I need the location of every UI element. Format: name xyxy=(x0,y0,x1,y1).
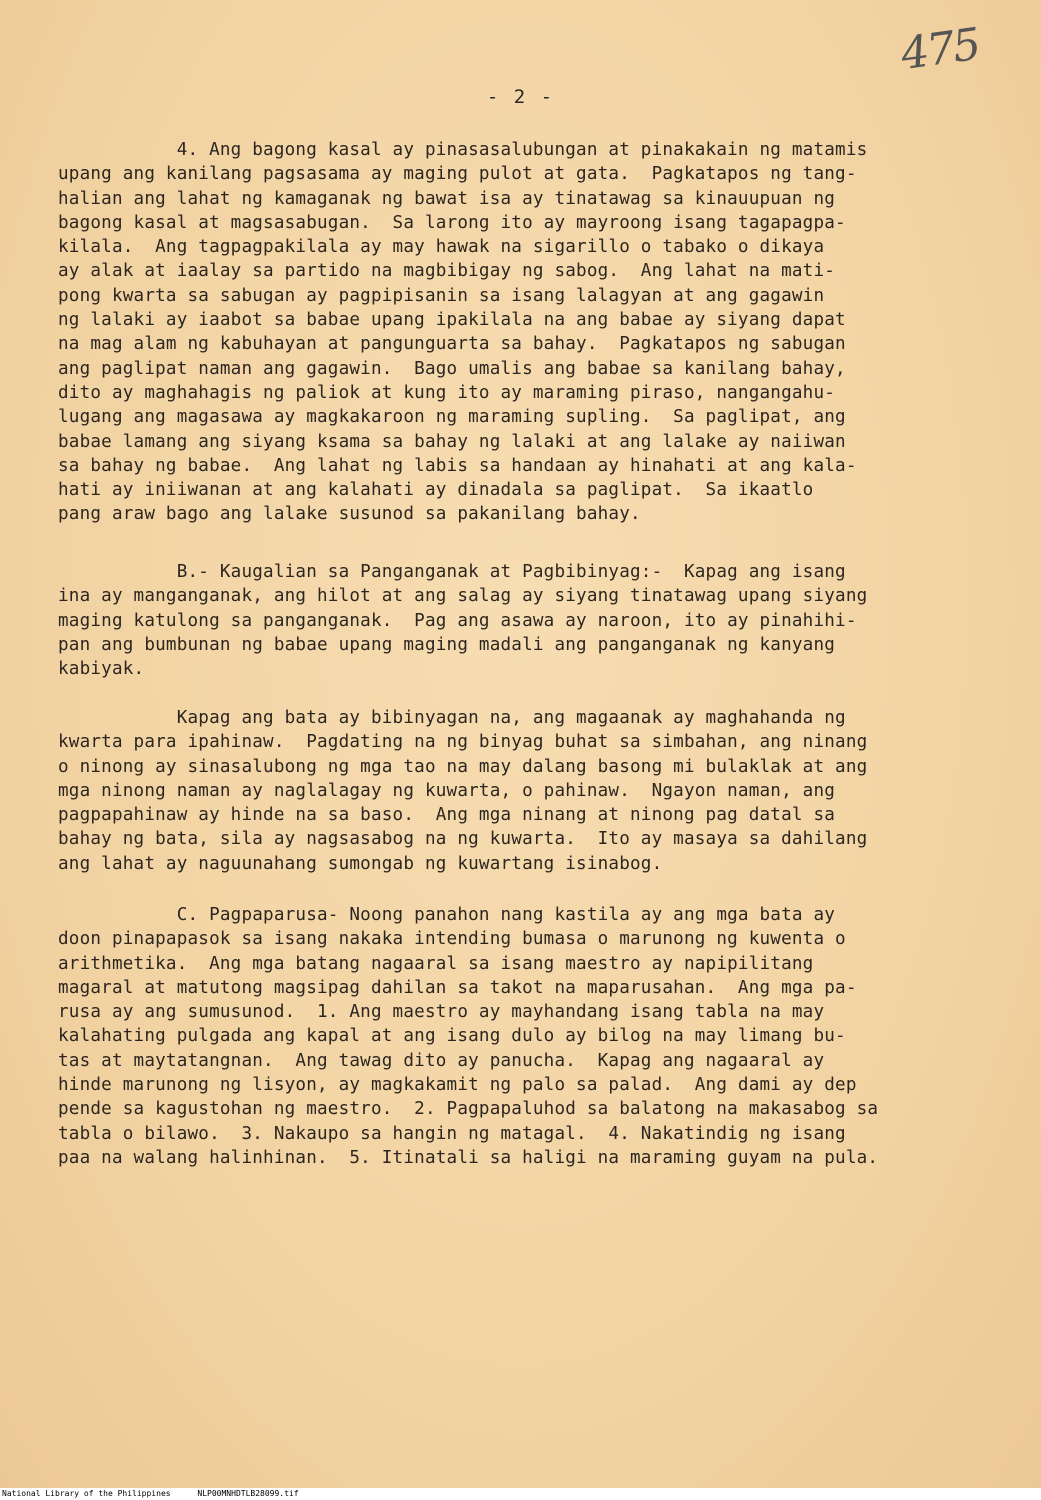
text-line: B.- Kaugalian sa Panganganak at Pagbibinyag:- Kapag ang isang xyxy=(58,562,846,582)
text-line: kabiyak. xyxy=(58,659,145,680)
text-line: kalahating pulgada ang kapal at ang isang dulo ay bilog na may limang bu- xyxy=(58,1026,846,1047)
text-line: Kapag ang bata ay bibinyagan na, ang magaanak ay maghahanda ng xyxy=(58,708,846,728)
text-line: 4. Ang bagong kasal ay pinasasalubungan at pinakakain ng matamis xyxy=(58,140,868,160)
text-line: bagong kasal at magsasabugan. Sa larong ito ay mayroong isang tagapagpa- xyxy=(58,212,846,233)
text-line: magaral at matutong magsipag dahilan sa takot na maparusahan. Ang mga pa- xyxy=(58,977,857,998)
handwritten-page-annotation: 475 xyxy=(897,18,983,81)
text-line: tabla o bilawo. 3. Nakaupo sa hangin ng matagal. 4. Nakatindig ng isang xyxy=(58,1123,846,1144)
text-line: mga ninong naman ay naglalagay ng kuwarta, o pahinaw. Ngayon naman, ang xyxy=(58,780,836,801)
text-line: tas at maytatangnan. Ang tawag dito ay panucha. Kapag ang nagaaral ay xyxy=(58,1050,825,1071)
text-line: arithmetika. Ang mga batang nagaaral sa isang maestro ay napipilitang xyxy=(58,953,814,974)
text-line: ng lalaki ay iaabot sa babae upang ipakilala na ang babae ay siyang dapat xyxy=(58,310,846,331)
text-line: pan ang bumbunan ng babae upang maging madali ang panganganak ng kanyang xyxy=(58,634,836,655)
paragraph-baptism-customs xyxy=(58,706,988,876)
text-line: dito ay maghahagis ng paliok at kung ito ay maraming piraso, nangangahu- xyxy=(58,382,836,403)
text-line: babae lamang ang siyang ksama sa bahay ng lalaki at ang lalake ay naiiwan xyxy=(58,431,846,452)
text-line: hati ay iniiwanan at ang kalahati ay dinadala sa paglipat. Sa ikaatlo xyxy=(58,480,814,501)
text-line: hinde marunong ng lisyon, ay magkakamit ng palo sa palad. Ang dami ay dep xyxy=(58,1075,857,1096)
text-line: o ninong ay sinasalubong ng mga tao na may dalang basong mi bulaklak at ang xyxy=(58,756,868,777)
text-line: rusa ay ang sumusunod. 1. Ang maestro ay mayhandang isang tabla na may xyxy=(58,1002,825,1023)
text-line: na mag alam ng kabuhayan at pangunguarta sa bahay. Pagkatapos ng sabugan xyxy=(58,334,846,355)
text-line: bahay ng bata, sila ay nagsasabog na ng kuwarta. Ito ay masaya sa dahilang xyxy=(58,829,868,850)
text-line: upang ang kanilang pagsasama ay maging pulot at gata. Pagkatapos ng tang- xyxy=(58,164,857,185)
paragraph-wedding-customs xyxy=(58,138,988,527)
text-line: ina ay manganganak, ang hilot at ang salag ay siyang tinatawag upang siyang xyxy=(58,586,868,607)
text-line: pang araw bago ang lalake susunod sa pakanilang bahay. xyxy=(58,504,641,525)
text-line: halian ang lahat ng kamaganak ng bawat isa ay tinatawag sa kinauupuan ng xyxy=(58,188,836,209)
footer-institution: National Library of the Philippines xyxy=(2,1489,171,1498)
page-number: - 2 - xyxy=(486,86,555,108)
text-line: pagpapahinaw ay hinde na sa baso. Ang mga ninang at ninong pag datal sa xyxy=(58,805,836,826)
text-line: C. Pagpaparusa- Noong panahon nang kastila ay ang mga bata ay xyxy=(58,905,836,925)
text-line: lugang ang magasawa ay magkakaroon ng maraming supling. Sa paglipat, ang xyxy=(58,407,846,428)
paragraph-childbirth-customs xyxy=(58,560,988,681)
footer-filename: NLP00MNHDTLB28099.tif xyxy=(197,1489,299,1498)
paragraph-punishment-customs xyxy=(58,903,988,1170)
text-line: sa bahay ng babae. Ang lahat ng labis sa handaan ay hinahati at ang kala- xyxy=(58,455,857,476)
text-line: pende sa kagustohan ng maestro. 2. Pagpapaluhod sa balatong na makasabog sa xyxy=(58,1099,879,1120)
text-line: ang paglipat naman ang gagawin. Bago umalis ang babae sa kanilang bahay, xyxy=(58,358,846,379)
text-line: doon pinapapasok sa isang nakaka intending bumasa o marunong ng kuwenta o xyxy=(58,929,846,950)
text-line: maging katulong sa panganganak. Pag ang asawa ay naroon, ito ay pinahihi- xyxy=(58,610,857,631)
text-line: kilala. Ang tagpagpakilala ay may hawak na sigarillo o tabako o dikaya xyxy=(58,237,825,258)
text-line: ang lahat ay naguunahang sumongab ng kuwartang isinabog. xyxy=(58,853,663,874)
text-line: kwarta para ipahinaw. Pagdating na ng binyag buhat sa simbahan, ang ninang xyxy=(58,732,868,753)
text-line: ay alak at iaalay sa partido na magbibigay ng sabog. Ang lahat na mati- xyxy=(58,261,836,282)
text-line: paa na walang halinhinan. 5. Itinatali sa haligi na maraming guyam na pula. xyxy=(58,1147,879,1168)
text-line: pong kwarta sa sabugan ay pagpipisanin sa isang lalagyan at ang gagawin xyxy=(58,285,825,306)
scan-footer xyxy=(0,1488,1041,1500)
